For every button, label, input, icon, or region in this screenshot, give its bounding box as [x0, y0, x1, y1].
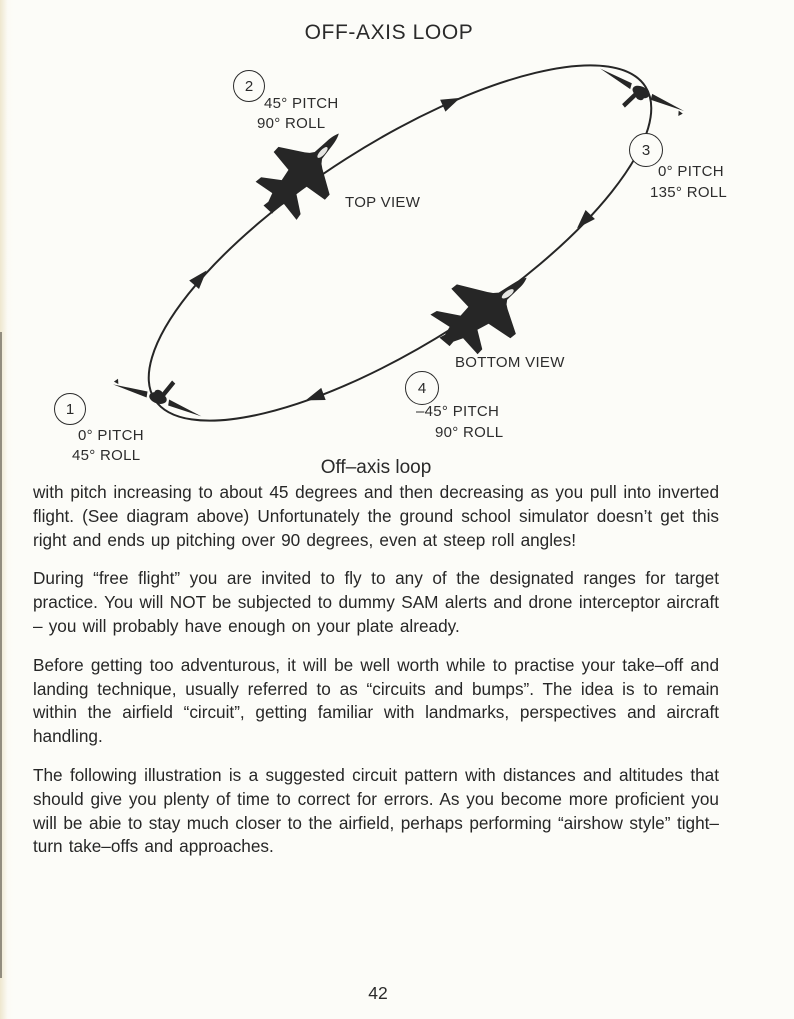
waypoint-2-pitch-label: 45° PITCH: [264, 95, 339, 112]
bottom-view-label: BOTTOM VIEW: [455, 354, 565, 371]
paragraph: During “free flight” you are invited to fly to any of the designated ranges for target practice. You will NOT be subjected to dummy SAM alerts and drone interceptor aircraft – you will probably have enough on your plate already.: [33, 568, 719, 636]
page-number: 42: [368, 983, 388, 1003]
waypoint-circle-3: [629, 133, 663, 167]
aircraft-front-view-135roll-icon: [590, 67, 686, 131]
waypoint-circle-4: [405, 371, 439, 405]
waypoint-2-roll-label: 90° ROLL: [257, 115, 326, 132]
waypoint-number: 1: [65, 400, 75, 418]
paragraph: with pitch increasing to about 45 degrees and then decreasing as you pull into inverted flight. (See diagram above) Unfortunately the ground school simulator doesn’t get this right and ends up pitching over 90 degrees, even at steep roll angles!: [33, 482, 719, 550]
paragraph: Before getting too adventurous, it will be well worth while to practise your take–off and landing technique, usually referred to as “circuits and bumps”. The idea is to remain within the airfield “circuit”, getting familiar with landmarks, perspectives and aircraft handling.: [33, 654, 719, 747]
aircraft-front-view-45roll-icon: [112, 364, 210, 418]
off-axis-loop-diagram: [0, 0, 794, 490]
waypoint-1-pitch-label: 0° PITCH: [78, 427, 144, 444]
waypoint-4-roll-label: 90° ROLL: [435, 424, 504, 441]
waypoint-3-roll-label: 135° ROLL: [650, 184, 728, 201]
waypoint-circle-2: [233, 70, 265, 102]
waypoint-number: 4: [417, 379, 427, 397]
path-arrow-icon-bottom: [303, 388, 325, 407]
waypoint-4-pitch-label: –45° PITCH: [416, 403, 500, 420]
figure-caption: Off–axis loop: [320, 457, 432, 478]
waypoint-1-roll-label: 45° ROLL: [72, 447, 141, 464]
body-text: [33, 481, 719, 874]
path-arrow-icon-top: [440, 92, 463, 112]
paragraph: The following illustration is a suggested circuit pattern with distances and altitudes that should give you plenty of time to correct for errors. As you become more proficient you will be abie to stay much closer to the airfield, perhaps performing “airshow style” tight–turn take–offs and approaches.: [33, 764, 719, 857]
top-view-label: TOP VIEW: [345, 194, 421, 211]
page-title: OFF-AXIS LOOP: [304, 21, 474, 44]
waypoint-circle-1: [54, 393, 86, 425]
waypoint-3-pitch-label: 0° PITCH: [658, 163, 724, 180]
path-arrow-icon-right: [572, 210, 595, 233]
waypoint-number: 3: [641, 141, 651, 159]
waypoint-number: 2: [244, 77, 254, 95]
aircraft-bottom-view-icon: [415, 253, 556, 367]
